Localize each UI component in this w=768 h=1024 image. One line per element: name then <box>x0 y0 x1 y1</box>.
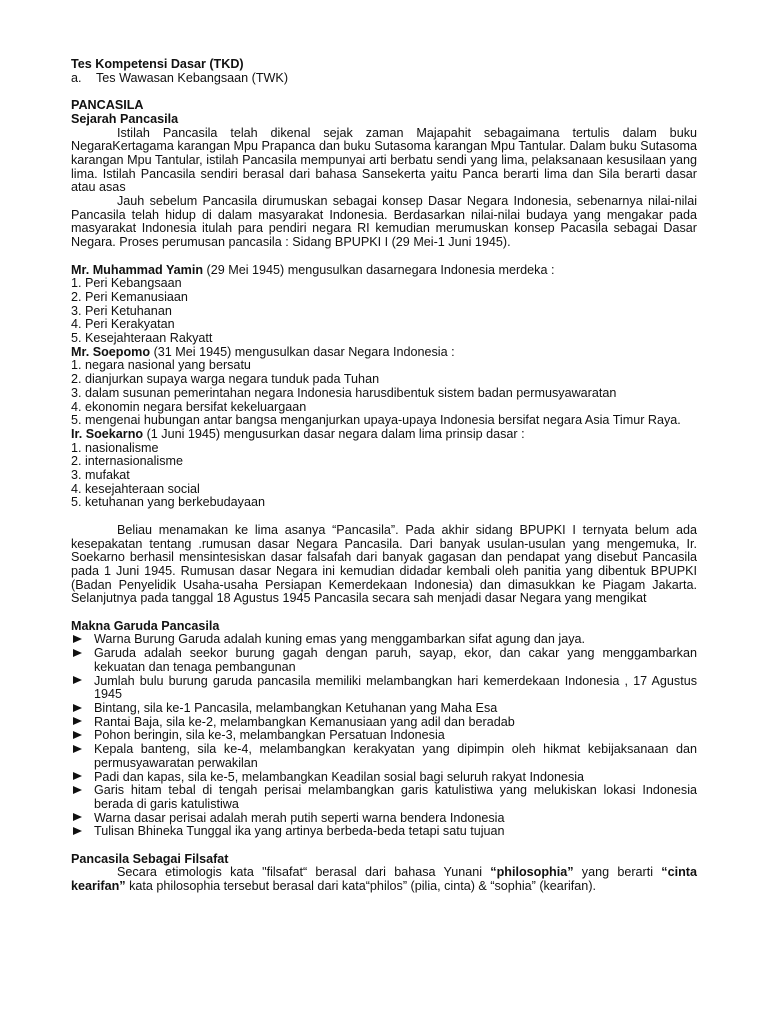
soepomo-text: (31 Mei 1945) mengusulkan dasar Negara Indonesia : <box>150 344 455 359</box>
arrow-bullet-icon <box>73 675 87 689</box>
list-item: 1. negara nasional yang bersatu <box>71 358 251 373</box>
list-item: 4. kesejahteraan social <box>71 481 200 496</box>
arrow-bullet-icon <box>73 716 87 730</box>
sejarah-paragraph-2: Jauh sebelum Pancasila dirumuskan sebagai konsep Dasar Negara Indonesia, sebenarnya nilai-nilai Pancasila telah hidup di dalam masyarakat Indonesia. Berdasarkan nilai-nilai budaya yang mengakar pada masyarakat Indonesia itulah para pendiri negara RI kemudian merumuskan konsep Pacasila sebagai Dasar Negara. Proses perumusan pancasila : Sidang BPUPKI I (29 Mei-1 Juni 1945). <box>71 194 697 250</box>
list-item: 5. mengenai hubungan antar bangsa menganjurkan upaya-upaya Indonesia bersifat negara Asia Timur Raya. <box>71 413 681 428</box>
arrow-bullet-icon <box>73 825 87 839</box>
list-item: Jumlah bulu burung garuda pancasila memiliki melambangkan hari kemerdekaan Indonesia , 17 Agustus 1945 <box>71 675 697 702</box>
arrow-bullet-icon <box>73 647 87 661</box>
term-philosophia: “philosophia” <box>490 865 574 880</box>
term-cinta-kearifan: “cinta kearifan” <box>71 865 697 894</box>
list-item: Kepala banteng, sila ke-4, melambangkan kerakyatan yang dipimpin oleh hikmat kebijaksanaan dan permusyawaratan perwakilan <box>71 743 697 770</box>
list-item: 4. Peri Kerakyatan <box>71 317 175 332</box>
list-item: Warna dasar perisai adalah merah putih seperti warna bendera Indonesia <box>71 812 697 826</box>
filsafat-paragraph: Secara etimologis kata "filsafat“ berasal dari bahasa Yunani “philosophia” yang berarti “cinta kearifan” kata philosophia tersebut berasal dari kata“philos” (pilia, cinta) & “sophia” (kearifan). <box>71 865 697 894</box>
list-item: 5. Kesejahteraan Rakyatt <box>71 331 213 346</box>
soekarno-list <box>71 442 697 511</box>
list-item: 3. Peri Ketuhanan <box>71 303 172 318</box>
arrow-bullet-icon <box>73 784 87 798</box>
yamin-intro <box>71 264 697 278</box>
subsection-label: Tes Wawasan Kebangsaan (TWK) <box>96 70 289 85</box>
soekarno-text: (1 Juni 1945) mengusurkan dasar negara dalam lima prinsip dasar : <box>143 426 525 441</box>
sejarah-paragraph-1: Istilah Pancasila telah dikenal sejak zaman Majapahit sebagaimana tertulis dalam buku NegaraKertagama karangan Mpu Prapanca dan buku Sutasoma karangan Mpu Tantular. Dalam buku Sutasoma karangan Mpu Tantular, istilah Pancasila mempunyai arti berbatu sendi yang lima, pelaksanaan kesusilaan yang lima. Istilah Pancasila sendiri berasal dari bahasa Sansekerta yaitu Panca berarti lima dan Sila berarti dasar atau asas <box>71 125 697 195</box>
arrow-bullet-icon <box>73 702 87 716</box>
list-item: 3. dalam susunan pemerintahan negara Indonesia harusdibentuk sistem badan permusyawaratan <box>71 385 617 400</box>
list-item: Pohon beringin, sila ke-3, melambangkan Persatuan Indonesia <box>71 729 697 743</box>
list-item: Warna Burung Garuda adalah kuning emas yang menggambarkan sifat agung dan jaya. <box>71 633 697 647</box>
arrow-bullet-icon <box>73 729 87 743</box>
doc-title: Tes Kompetensi Dasar (TKD) <box>71 57 244 71</box>
list-item: Bintang, sila ke-1 Pancasila, melambangkan Ketuhanan yang Maha Esa <box>71 702 697 716</box>
list-item: 2. Peri Kemanusiaan <box>71 289 188 304</box>
filsafat-heading: Pancasila Sebagai Filsafat <box>71 851 229 866</box>
list-item: Tulisan Bhineka Tunggal ika yang artinya berbeda-beda tetapi satu tujuan <box>71 825 697 839</box>
list-item: Garuda adalah seekor burung gagah dengan paruh, sayap, ekor, dan cakar yang menggambarkan kekuatan dan tenaga pembangunan <box>71 647 697 674</box>
list-item: 1. Peri Kebangsaan <box>71 276 182 291</box>
soekarno-name: Ir. Soekarno <box>71 426 144 441</box>
list-item: 2. dianjurkan supaya warga negara tunduk pada Tuhan <box>71 372 380 387</box>
beliau-paragraph: Beliau menamakan ke lima asanya “Pancasila”. Pada akhir sidang BPUPKI I ternyata belum ada kesepakatan tentang .rumusan dasar Negara Pancasila. Dari banyak usulan-usulan yang mengemuka, Ir. Soekarno berhasil mensintesiskan dasar falsafah dari banyak gagasan dan pendapat yang disebut Pancasila pada 1 Juni 1945. Rumusan dasar Negara ini kemudian didadar kembali oleh panitia yang dibentuk BPUPKI (Badan Penyelidik Usaha-usaha Persiapan Kemerdekaan Indonesia) dan dimasukkan ke Piagam Jakarta. Selanjutnya pada tanggal 18 Agustus 1945 Pancasila secara sah menjadi dasar Negara yang mengikat <box>71 522 697 606</box>
soepomo-name: Mr. Soepomo <box>71 344 151 359</box>
arrow-bullet-icon <box>73 743 87 757</box>
garuda-heading: Makna Garuda Pancasila <box>71 618 220 633</box>
subsection-number: a. <box>71 70 82 85</box>
yamin-text: (29 Mei 1945) mengusulkan dasarnegara Indonesia merdeka : <box>203 262 555 277</box>
subsection-heading <box>71 72 697 86</box>
list-item: 5. ketuhanan yang berkebudayaan <box>71 495 265 510</box>
soepomo-intro <box>71 346 697 360</box>
list-item: Garis hitam tebal di tengah perisai melambangkan garis katulistiwa yang melukiskan lokasi Indonesia berada di garis katulistiwa <box>71 784 697 811</box>
garuda-list <box>71 633 697 839</box>
list-item: Padi dan kapas, sila ke-5, melambangkan Keadilan sosial bagi seluruh rakyat Indonesia <box>71 771 697 785</box>
list-item: Rantai Baja, sila ke-2, melambangkan Kemanusiaan yang adil dan beradab <box>71 716 697 730</box>
list-item: 4. ekonomin negara bersifat kekeluargaan <box>71 399 307 414</box>
soekarno-intro <box>71 428 697 442</box>
arrow-bullet-icon <box>73 633 87 647</box>
soepomo-list <box>71 359 697 428</box>
yamin-name: Mr. Muhammad Yamin <box>71 262 204 277</box>
sejarah-heading: Sejarah Pancasila <box>71 111 179 126</box>
arrow-bullet-icon <box>73 771 87 785</box>
arrow-bullet-icon <box>73 812 87 826</box>
pancasila-heading: PANCASILA <box>71 98 144 113</box>
list-item: 1. nasionalisme <box>71 440 159 455</box>
yamin-list <box>71 277 697 346</box>
list-item: 2. internasionalisme <box>71 454 184 469</box>
list-item: 3. mufakat <box>71 468 130 483</box>
